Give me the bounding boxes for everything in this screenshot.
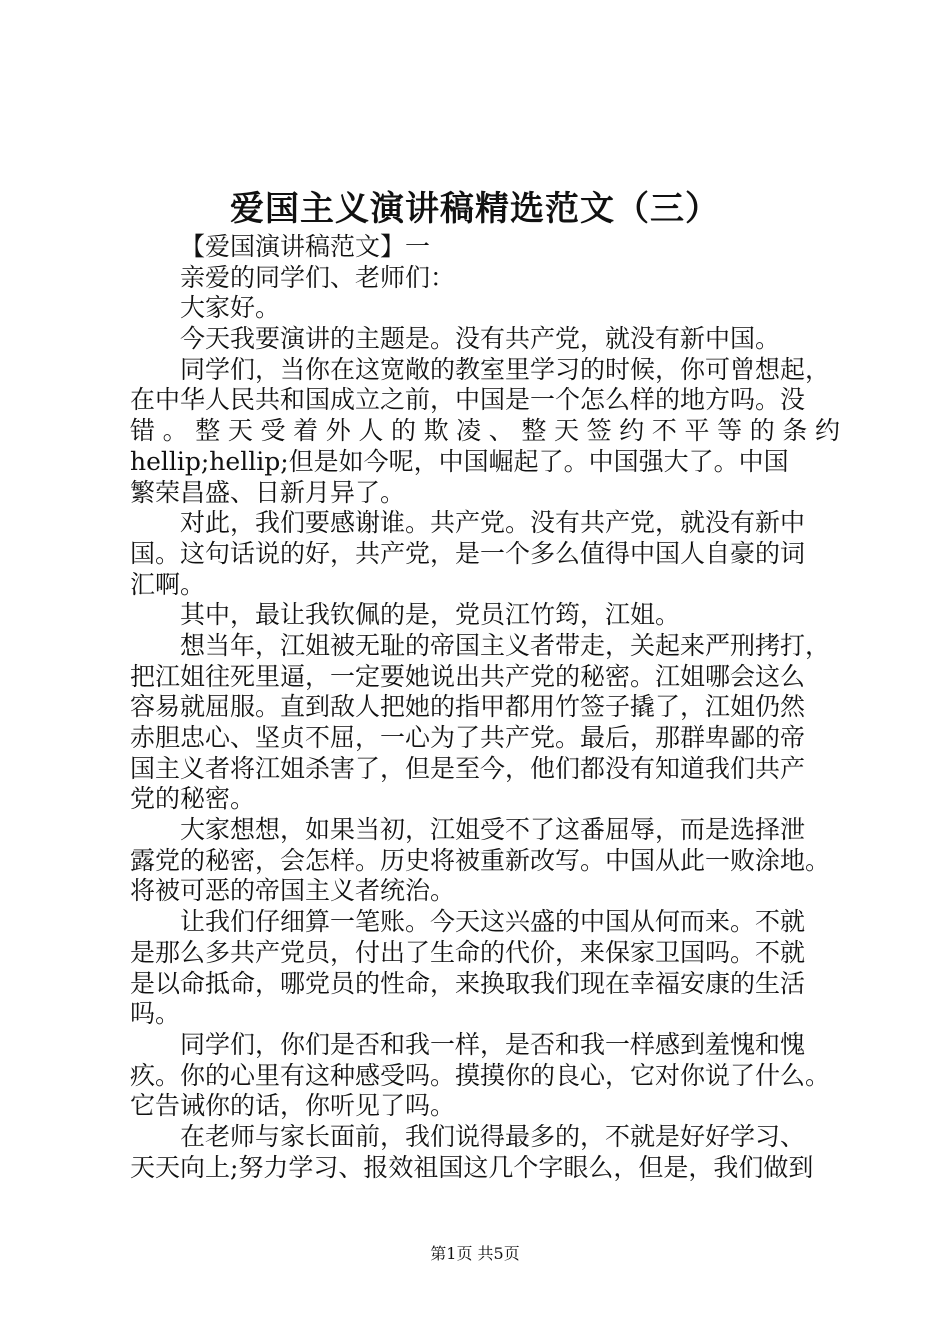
text-line: hellip;hellip;但是如今呢，中国崛起了。中国强大了。中国 [130,446,789,476]
text-line: 亲爱的同学们、老师们： [180,262,456,292]
text-line: 在中华人民共和国成立之前，中国是一个怎么样的地方吗。没 [130,385,806,415]
text-line: 赤胆忠心、坚贞不屈，一心为了共产党。最后，那群卑鄙的帝 [130,723,806,752]
text-line: 其中，最让我钦佩的是，党员江竹筠，江姐。 [180,600,681,630]
text-line: 将被可恶的帝国主义者统治。 [130,876,456,906]
text-line: 国主义者将江姐杀害了，但是至今，他们都没有知道我们共产 [130,753,806,783]
text-line: 大家想想，如果当初，江姐受不了这番屈辱，而是选择泄 [180,815,806,845]
text-line: 同学们，你们是否和我一样，是否和我一样感到羞愧和愧 [180,1029,806,1059]
page-footer: 第1页 共5页 [430,1244,520,1263]
text-line: 繁荣昌盛、日新月异了。 [130,477,406,507]
text-line: 想当年，江姐被无耻的帝国主义者带走，关起来严刑拷打， [180,630,831,660]
text-line: 露党的秘密，会怎样。历史将被重新改写。中国从此一败涂地。 [130,845,831,875]
text-line: 对此，我们要感谢谁。共产党。没有共产党，就没有新中 [180,508,806,538]
text-line: 是以命抵命，哪党员的性命，来换取我们现在幸福安康的生活 [130,968,806,998]
text-line: 把江姐往死里逼，一定要她说出共产党的秘密。江姐哪会这么 [130,661,806,691]
text-line: 天天向上;努力学习、报效祖国这几个字眼么，但是，我们做到 [130,1152,814,1182]
text-line: 疚。你的心里有这种感受吗。摸摸你的良心，它对你说了什么。 [130,1060,831,1090]
text-line: 让我们仔细算一笔账。今天这兴盛的中国从何而来。不就 [180,907,806,937]
text-line: 容易就屈服。直到敌人把她的指甲都用竹签子撬了，江姐仍然 [130,692,806,722]
text-line: 【爱国演讲稿范文】一 [180,232,431,261]
document-title: 爱国主义演讲稿精选范文（三） [230,189,720,229]
text-line: 今天我要演讲的主题是。没有共产党，就没有新中国。 [180,324,781,354]
text-line: 汇啊。 [130,569,206,599]
text-line: 党的秘密。 [130,784,256,814]
text-line: 吗。 [130,999,181,1029]
text-line: 在老师与家长面前，我们说得最多的，不就是好好学习、 [180,1121,806,1151]
document-body [130,232,840,1183]
text-line: 国。这句话说的好，共产党，是一个多么值得中国人自豪的词 [130,538,806,568]
text-line: 大家好。 [180,293,281,323]
text-line: 错。整天受着外人的欺凌、整天签约不平等的条约 [130,416,840,446]
text-line: 是那么多共产党员，付出了生命的代价，来保家卫国吗。不就 [130,937,806,967]
text-line: 同学们，当你在这宽敞的教室里学习的时候，你可曾想起， [180,354,831,384]
text-line: 它告诫你的话，你听见了吗。 [130,1091,456,1121]
